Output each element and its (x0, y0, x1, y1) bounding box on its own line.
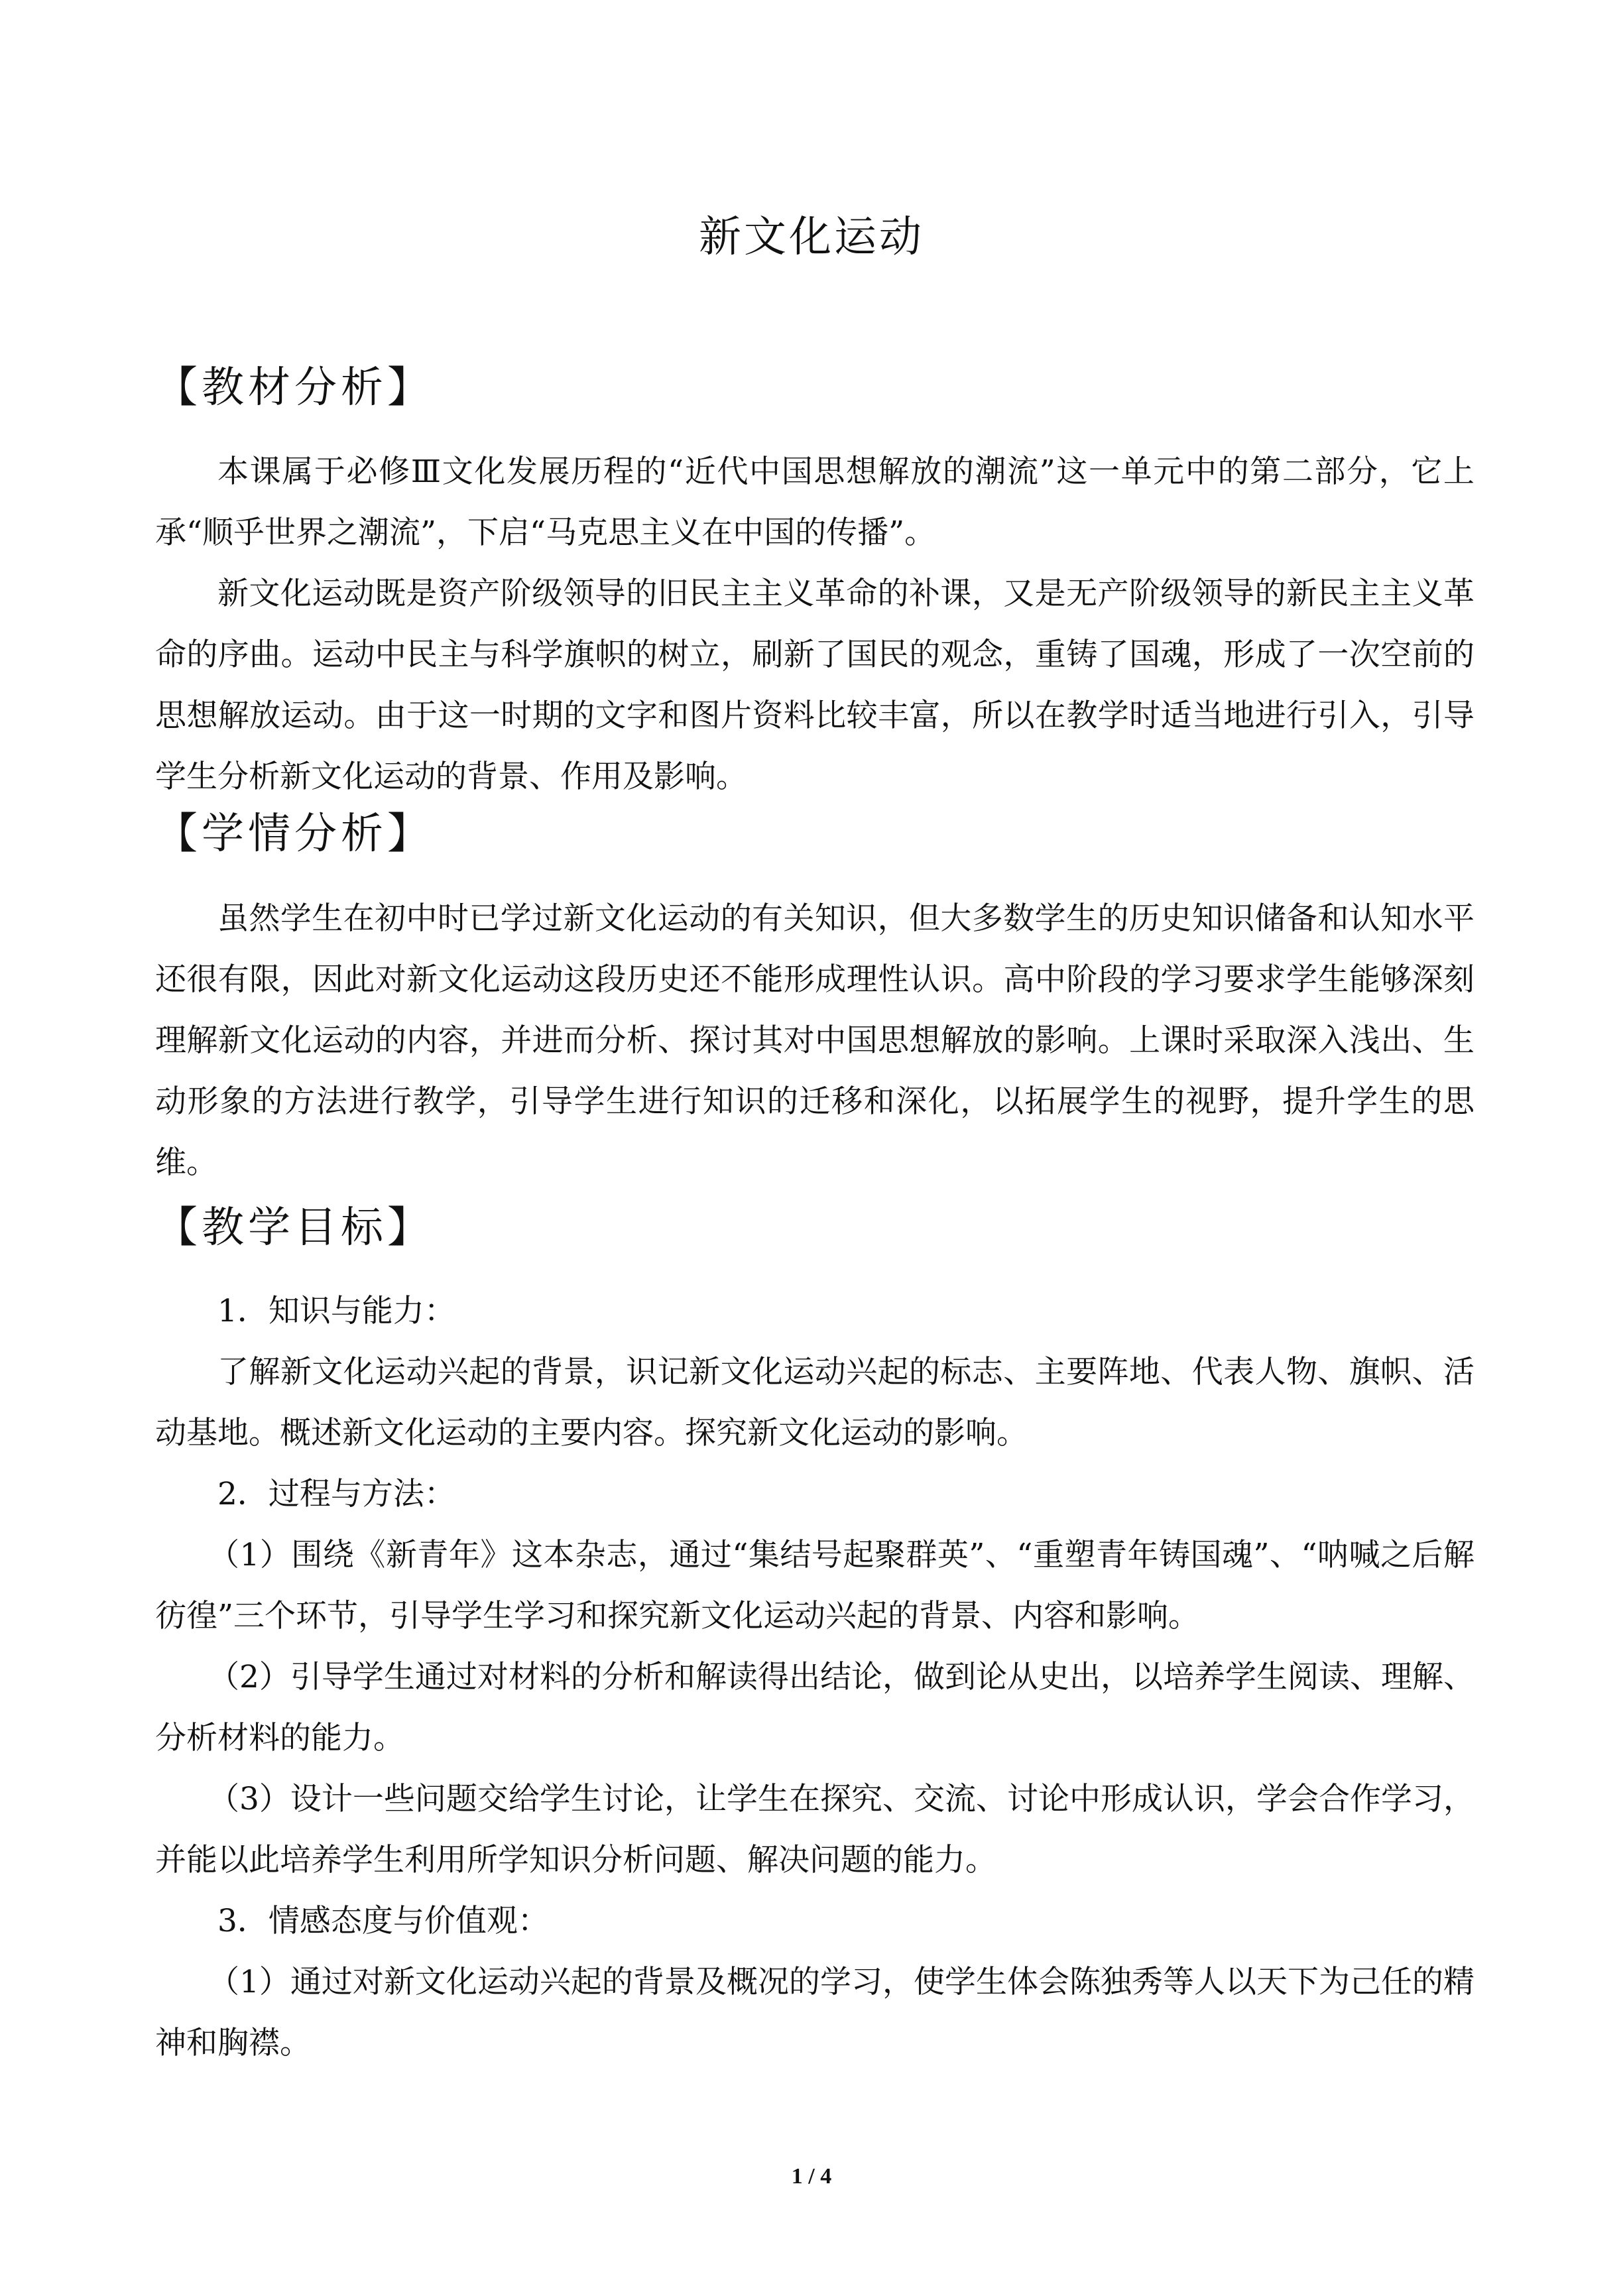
page-number: 1 / 4 (791, 2164, 832, 2189)
goal-3-title: 3．情感态度与价值观： (217, 1903, 549, 1939)
goal-1-text: 了解新文化运动兴起的背景，识记新文化运动兴起的标志、主要阵地、代表人物、旗帜、活动基地。概述新文化运动的主要内容。探究新文化运动的影响。 (155, 1354, 1474, 1451)
section-heading-student-analysis: 【学情分析】 (155, 810, 434, 859)
page-title: 新文化运动 (699, 213, 924, 262)
goal-2-item-1: （1）围绕《新青年》这本杂志，通过“集结号起聚群英”、“重塑青年铸国魂”、“呐喊之后解彷徨”三个环节，引导学生学习和探究新文化运动兴起的背景、内容和影响。 (155, 1537, 1474, 1634)
paragraph-textbook-analysis-1: 本课属于必修Ⅲ文化发展历程的“近代中国思想解放的潮流”这一单元中的第二部分，它上承“顺乎世界之潮流”，下启“马克思主义在中国的传播”。 (155, 453, 1474, 551)
section-heading-teaching-goals: 【教学目标】 (155, 1203, 434, 1252)
goal-2-title: 2．过程与方法： (217, 1476, 455, 1512)
section-heading-textbook-analysis: 【教材分析】 (155, 363, 434, 412)
goal-2-item-2: （2）引导学生通过对材料的分析和解读得出结论，做到论从史出，以培养学生阅读、理解、分析材料的能力。 (155, 1659, 1474, 1756)
goal-1-title: 1．知识与能力： (217, 1293, 455, 1329)
paragraph-textbook-analysis-2: 新文化运动既是资产阶级领导的旧民主主义革命的补课，又是无产阶级领导的新民主主义革命的序曲。运动中民主与科学旗帜的树立，刷新了国民的观念，重铸了国魂，形成了一次空前的思想解放运动。由于这一时期的文字和图片资料比较丰富，所以在教学时适当地进行引入，引导学生分析新文化运动的背景、作用及影响。 (155, 575, 1474, 795)
goal-2-item-3: （3）设计一些问题交给学生讨论，让学生在探究、交流、讨论中形成认识，学会合作学习，并能以此培养学生利用所学知识分析问题、解决问题的能力。 (155, 1781, 1474, 1878)
paragraph-student-analysis-1: 虽然学生在初中时已学过新文化运动的有关知识，但大多数学生的历史知识储备和认知水平还很有限，因此对新文化运动这段历史还不能形成理性认识。高中阶段的学习要求学生能够深刻理解新文化运动的内容，并进而分析、探讨其对中国思想解放的影响。上课时采取深入浅出、生动形象的方法进行教学，引导学生进行知识的迁移和深化，以拓展学生的视野，提升学生的思维。 (155, 900, 1474, 1181)
goal-3-item-1: （1）通过对新文化运动兴起的背景及概况的学习，使学生体会陈独秀等人以天下为己任的精神和胸襟。 (155, 1964, 1474, 2061)
